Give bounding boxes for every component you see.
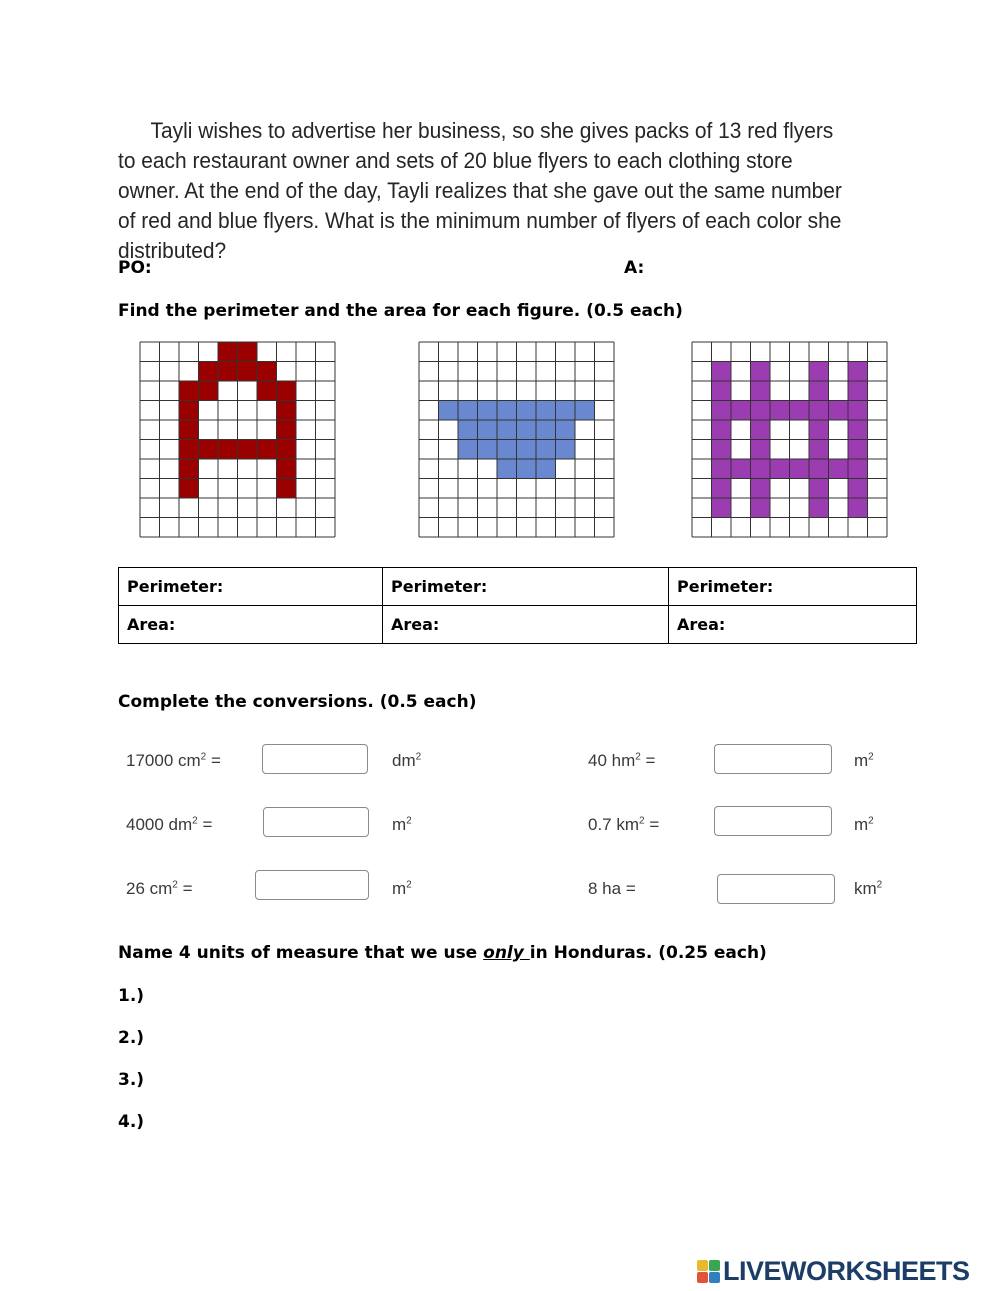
filled-grid-cell — [497, 420, 517, 440]
filled-grid-cell — [257, 381, 277, 401]
filled-grid-cell — [556, 440, 576, 460]
filled-grid-cell — [809, 420, 829, 440]
filled-grid-cell — [751, 401, 771, 421]
conversion-3-unit: $m^2$ — [392, 815, 412, 834]
filled-grid-cell — [536, 459, 556, 479]
conversion-1-answer-input[interactable] — [262, 744, 368, 774]
filled-grid-cell — [199, 362, 219, 382]
conversion-6-label: 8 ha = — [588, 879, 636, 898]
units-instruction: Name 4 units of measure that we use only in Honduras. (0.25 each) — [118, 943, 767, 963]
filled-grid-cell — [517, 420, 537, 440]
filled-grid-cell — [478, 401, 498, 421]
brand-name: LIVEWORKSHEETS — [723, 1255, 970, 1286]
unit-answer-3: 3.) — [118, 1070, 145, 1090]
perimeter-row — [119, 568, 917, 606]
filled-grid-cell — [575, 401, 595, 421]
filled-grid-cell — [809, 401, 829, 421]
filled-grid-cell — [848, 459, 868, 479]
filled-grid-cell — [238, 342, 258, 362]
conversion-4-unit: $m^2$ — [854, 815, 874, 834]
filled-grid-cell — [809, 440, 829, 460]
filled-grid-cell — [751, 440, 771, 460]
filled-grid-cell — [751, 479, 771, 499]
filled-grid-cell — [257, 440, 277, 460]
filled-grid-cell — [277, 440, 297, 460]
filled-grid-cell — [790, 401, 810, 421]
filled-grid-cell — [809, 498, 829, 518]
unit-answer-4: 4.) — [118, 1112, 145, 1132]
filled-grid-cell — [536, 440, 556, 460]
filled-grid-cell — [458, 401, 478, 421]
figures-instruction: Find the perimeter and the area for each figure. (0.5 each) — [118, 301, 683, 321]
logo-squares-icon — [697, 1260, 720, 1283]
filled-grid-cell — [751, 498, 771, 518]
filled-grid-cell — [497, 401, 517, 421]
filled-grid-cell — [458, 420, 478, 440]
conversion-4-answer-input[interactable] — [714, 806, 832, 836]
conversion-1-label: 17000 $cm^2$ = — [126, 751, 221, 770]
conversions-instruction: Complete the conversions. (0.5 each) — [118, 692, 477, 712]
perimeter-area-table — [118, 567, 917, 644]
filled-grid-cell — [712, 479, 732, 499]
filled-grid-cell — [848, 440, 868, 460]
conversion-5-unit: $m^2$ — [392, 879, 412, 898]
only-emphasis: only — [483, 943, 530, 963]
filled-grid-cell — [809, 381, 829, 401]
filled-grid-cell — [497, 440, 517, 460]
filled-grid-cell — [751, 362, 771, 382]
filled-grid-cell — [439, 401, 459, 421]
filled-grid-cell — [497, 459, 517, 479]
filled-grid-cell — [712, 459, 732, 479]
filled-grid-cell — [277, 459, 297, 479]
filled-grid-cell — [238, 440, 258, 460]
filled-grid-cell — [712, 401, 732, 421]
filled-grid-cell — [179, 420, 199, 440]
conversion-5-label: 26 $cm^2$ = — [126, 879, 193, 898]
filled-grid-cell — [536, 420, 556, 440]
filled-grid-cell — [179, 381, 199, 401]
filled-grid-cell — [731, 401, 751, 421]
filled-grid-cell — [277, 381, 297, 401]
unit-answer-1: 1.) — [118, 986, 145, 1006]
a-label: A: — [624, 258, 645, 278]
conversion-1-unit: $dm^2$ — [392, 751, 422, 770]
filled-grid-cell — [277, 479, 297, 499]
area-cell-2[interactable]: Area: — [383, 606, 669, 644]
filled-grid-cell — [848, 479, 868, 499]
perimeter-cell-2[interactable]: Perimeter: — [383, 568, 669, 606]
filled-grid-cell — [536, 401, 556, 421]
filled-grid-cell — [809, 362, 829, 382]
filled-grid-cell — [751, 381, 771, 401]
figure-blue-shape — [417, 340, 617, 540]
filled-grid-cell — [556, 420, 576, 440]
conversion-4-label: 0.7 $km^2$ = — [588, 815, 660, 834]
filled-grid-cell — [790, 459, 810, 479]
area-row — [119, 606, 917, 644]
filled-grid-cell — [179, 459, 199, 479]
filled-grid-cell — [517, 440, 537, 460]
filled-grid-cell — [238, 362, 258, 382]
filled-grid-cell — [731, 459, 751, 479]
filled-grid-cell — [848, 420, 868, 440]
filled-grid-cell — [770, 401, 790, 421]
filled-grid-cell — [770, 459, 790, 479]
figure-letter-a — [138, 340, 338, 540]
word-problem-text: Tayli wishes to advertise her business, so she gives packs of 13 red flyers to each restaurant owner and sets of 20 blue flyers to each clothing store owner. At the end of the day, Tayli realizes that she gave out the same number of red and blue flyers. What is the minimum number of flyers of each color she distributed? — [118, 118, 842, 263]
filled-grid-cell — [712, 420, 732, 440]
filled-grid-cell — [712, 381, 732, 401]
filled-grid-cell — [809, 459, 829, 479]
conversion-2-label: 40 $hm^2$ = — [588, 751, 656, 770]
filled-grid-cell — [218, 362, 238, 382]
filled-grid-cell — [517, 401, 537, 421]
figure-purple-shape — [690, 340, 890, 540]
filled-grid-cell — [199, 381, 219, 401]
filled-grid-cell — [277, 420, 297, 440]
filled-grid-cell — [848, 381, 868, 401]
conversion-3-label: 4000 $dm^2$ = — [126, 815, 213, 834]
filled-grid-cell — [848, 401, 868, 421]
filled-grid-cell — [848, 362, 868, 382]
filled-grid-cell — [179, 401, 199, 421]
filled-grid-cell — [751, 459, 771, 479]
conversion-3-answer-input[interactable] — [263, 807, 369, 837]
filled-grid-cell — [712, 440, 732, 460]
area-cell-3[interactable]: Area: — [669, 606, 917, 644]
filled-grid-cell — [199, 440, 219, 460]
conversion-6-answer-input[interactable] — [717, 874, 835, 904]
filled-grid-cell — [848, 498, 868, 518]
po-label: PO: — [118, 258, 152, 278]
unit-answer-2: 2.) — [118, 1028, 145, 1048]
filled-grid-cell — [458, 440, 478, 460]
filled-grid-cell — [218, 342, 238, 362]
conversion-6-unit: $km^2$ — [854, 879, 883, 898]
perimeter-cell-1[interactable]: Perimeter: — [119, 568, 383, 606]
filled-grid-cell — [829, 401, 849, 421]
perimeter-cell-3[interactable]: Perimeter: — [669, 568, 917, 606]
filled-grid-cell — [257, 362, 277, 382]
liveworksheets-logo — [697, 1255, 997, 1287]
filled-grid-cell — [517, 459, 537, 479]
filled-grid-cell — [712, 498, 732, 518]
filled-grid-cell — [277, 401, 297, 421]
conversion-5-answer-input[interactable] — [255, 870, 369, 900]
filled-grid-cell — [829, 459, 849, 479]
filled-grid-cell — [478, 440, 498, 460]
filled-grid-cell — [751, 420, 771, 440]
conversion-2-answer-input[interactable] — [714, 744, 832, 774]
filled-grid-cell — [218, 440, 238, 460]
filled-grid-cell — [556, 401, 576, 421]
filled-grid-cell — [809, 479, 829, 499]
filled-grid-cell — [179, 479, 199, 499]
filled-grid-cell — [179, 440, 199, 460]
filled-grid-cell — [712, 362, 732, 382]
filled-grid-cell — [478, 420, 498, 440]
area-cell-1[interactable]: Area: — [119, 606, 383, 644]
conversion-2-unit: $m^2$ — [854, 751, 874, 770]
